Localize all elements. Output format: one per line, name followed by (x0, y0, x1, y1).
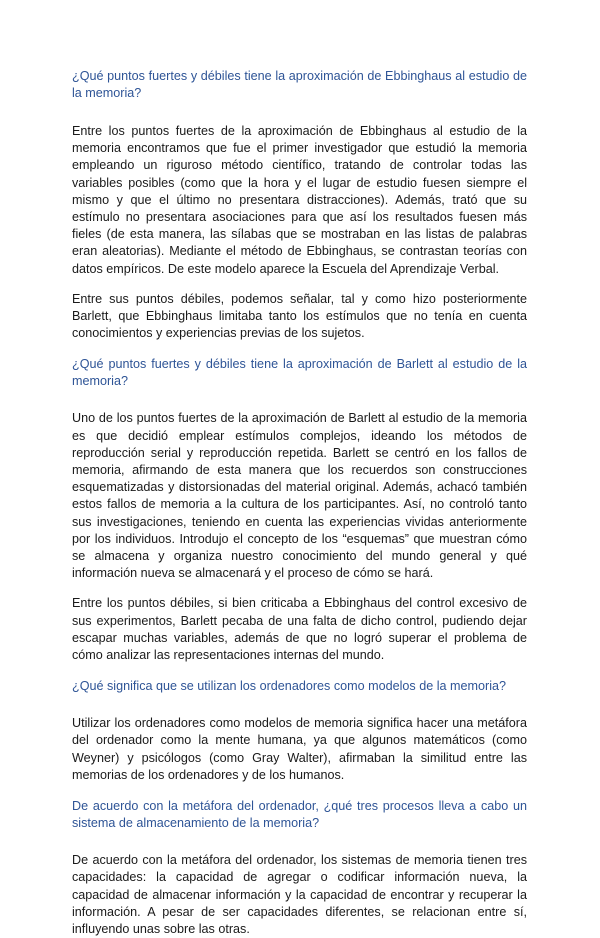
answer-paragraph-2a: Uno de los puntos fuertes de la aproximación de Barlett al estudio de la memoria es que decidió emplear estímulos complejos, ideando los métodos de reproducción serial y reproducción repetida. Barlett se centró en los fallos de memoria, afirmando de esta manera que los recuerdos son construcciones esquematizadas y distorsionadas del material original. Además, achacó también estos fallos de memoria a la cultura de los participantes. Así, no controló tanto sus investigaciones, teniendo en cuenta las experiencias vividas anteriormente por los individuos. Introdujo el concepto de los “esquemas” que muestran cómo se almacena y organiza nuestro conocimiento del mundo general y qué información nueva se almacenará y el proceso de cómo se hará. (72, 411, 527, 581)
question-heading-2: ¿Qué puntos fuertes y débiles tiene la aproximación de Barlett al estudio de la memoria? (72, 357, 527, 389)
answer-paragraph-4a: De acuerdo con la metáfora del ordenador, los sistemas de memoria tienen tres capacidades: la capacidad de agregar o codificar información nueva, la capacidad de almacenar información y la capacidad de encontrar y recuperar la información. A pesar de ser capacidades diferentes, se relacionan entre sí, influyendo unas sobre las otras. (72, 853, 527, 936)
document-page (72, 68, 527, 938)
answer-paragraph-2b: Entre los puntos débiles, si bien criticaba a Ebbinghaus del control excesivo de sus experimentos, Barlett pecaba de una falta de dicho control, pudiendo dejar escapar muchas variables, además de que no logró superar el problema de cómo analizar las representaciones internas del mundo. (72, 596, 527, 663)
answer-paragraph-3a: Utilizar los ordenadores como modelos de memoria significa hacer una metáfora del ordenador como la mente humana, ya que algunos matemáticos (como Weyner) y psicólogos (como Gray Walter), afirmaban la similitud entre las memorias de los ordenadores y de los humanos. (72, 716, 527, 782)
answer-paragraph-1b: Entre sus puntos débiles, podemos señalar, tal y como hizo posteriormente Barlett, que Ebbinghaus limitaba tanto los estímulos que no tenía en cuenta conocimientos y experiencias previas de los sujetos. (72, 291, 527, 341)
question-heading-3: ¿Qué significa que se utilizan los ordenadores como modelos de la memoria? (72, 679, 507, 694)
question-heading-1: ¿Qué puntos fuertes y débiles tiene la aproximación de Ebbinghaus al estudio de la memoria? (72, 69, 527, 100)
question-heading-4: De acuerdo con la metáfora del ordenador, ¿qué tres procesos lleva a cabo un sistema de almacenamiento de la memoria? (72, 799, 527, 831)
answer-paragraph-1a: Entre los puntos fuertes de la aproximación de Ebbinghaus al estudio de la memoria encontramos que fue el primer investigador que estudió la memoria empleando un riguroso método científico, tratando de controlar todas las variables posibles (como que la hora y el lugar de estudio fuesen siempre el mismo y que el último no presentara distracciones). Además, trató que su estímulo no presentara asociaciones para que así los resultados fuesen más fieles (de esta manera, las sílabas que se mostraban en las listas de palabras eran aleatorias). Mediante el método de Ebbinghaus, se contrastan teorías con datos empíricos. De este modelo aparece la Escuela del Aprendizaje Verbal. (72, 124, 527, 276)
